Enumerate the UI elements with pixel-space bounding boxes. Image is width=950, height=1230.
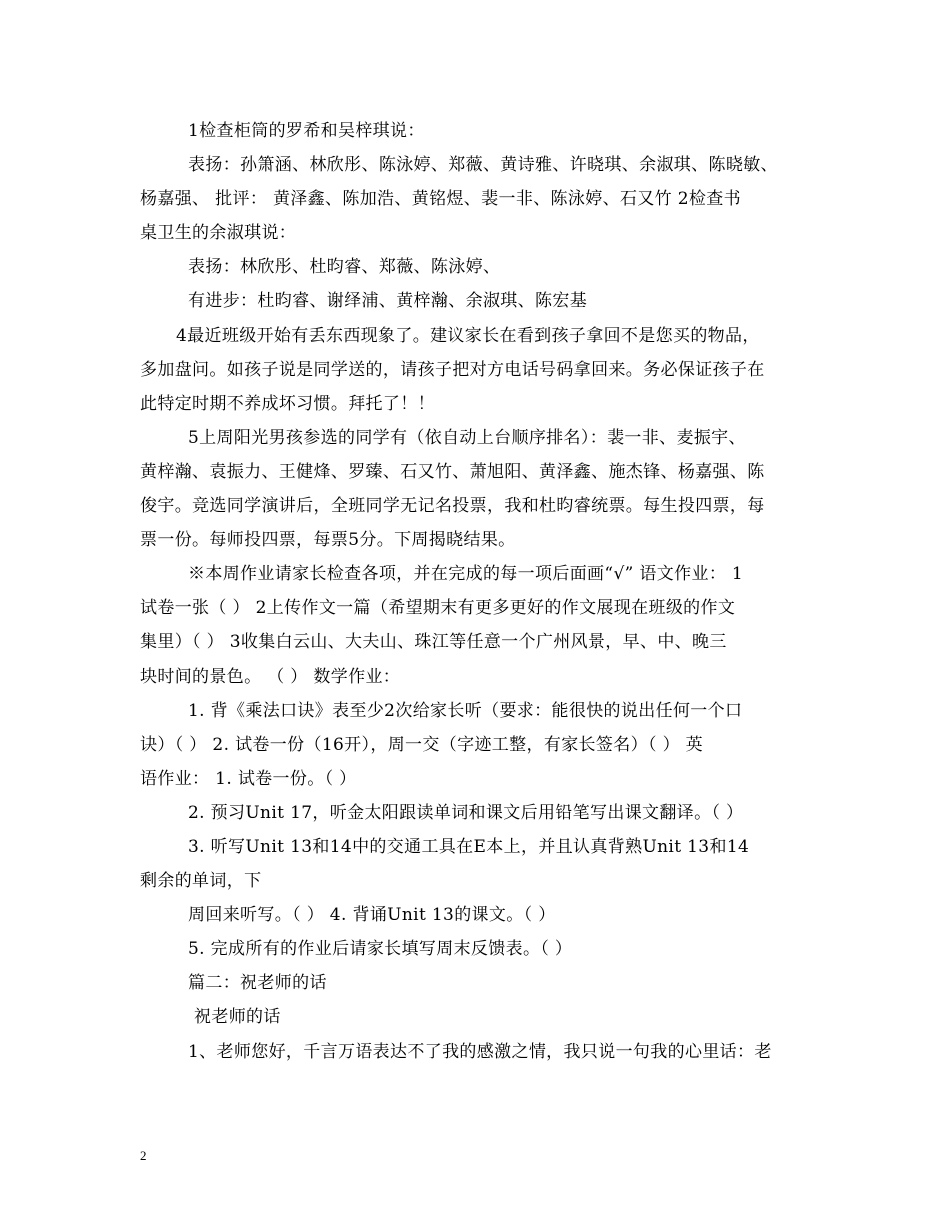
page-number: 2 [140,1148,147,1163]
document-body [140,114,820,1069]
text-line: 集里）（ ） 3收集白云山、大夫山、珠江等任意一个广州风景，早、中、晚三 [140,632,727,653]
text-line: 剩余的单词，下 [140,871,262,892]
text-line: 表扬：林欣彤、杜昀睿、郑薇、陈泳婷、 [188,257,501,278]
text-line: ※本周作业请家长检查各项，并在完成的每一项后面画“√” 语文作业： 1 [188,564,744,585]
text-line: 黄梓瀚、袁振力、王健烽、罗臻、石又竹、萧旭阳、黄泽鑫、施杰锋、杨嘉强、陈 [140,461,765,482]
text-line: 俊宇。竞选同学演讲后，全班同学无记名投票，我和杜昀睿统票。每生投四票，每 [140,496,765,517]
text-line: 块时间的景色。 （ ） 数学作业： [140,666,401,687]
text-line: 5. 完成所有的作业后请家长填写周末反馈表。（ ） [188,939,573,960]
text-line: 试卷一张（ ） 2上传作文一篇（希望期末有更多更好的作文展现在班级的作文 [140,598,736,619]
text-line: 多加盘问。如孩子说是同学送的，请孩子把对方电话号码拿回来。务必保证孩子在 [140,359,765,380]
text-line: 篇二：祝老师的话 [188,973,327,994]
text-line: 祝老师的话 [194,1007,281,1028]
text-line: 杨嘉强、 批评： 黄泽鑫、陈加浩、黄铭煜、裴一非、陈泳婷、石又竹 2检查书 [140,189,741,210]
text-line: 1. 背《乘法口诀》表至少2次给家长听（要求：能很快的说出任何一个口 [188,700,743,721]
text-line: 语作业： 1. 试卷一份。（ ） [140,768,357,789]
text-line: 5上周阳光男孩参选的同学有（依自动上台顺序排名）：裴一非、麦振宇、 [188,427,746,448]
text-line: 此特定时期不养成坏习惯。拜托了！！ [140,393,435,414]
text-line: 表扬：孙箫涵、林欣彤、陈泳婷、郑薇、黄诗雅、许晓琪、余淑琪、陈晓敏、 [188,155,778,176]
text-line: 4最近班级开始有丢东西现象了。建议家长在看到孩子拿回不是您买的物品， [176,325,760,346]
text-line: 有进步：杜昀睿、谢绎浦、黄梓瀚、余淑琪、陈宏基 [188,291,588,312]
text-line: 1、老师您好，千言万语表达不了我的感激之情，我只说一句我的心里话：老 [188,1041,772,1062]
text-line: 周回来听写。（ ） 4. 背诵Unit 13的课文。（ ） [188,905,556,926]
text-line: 1检查柜筒的罗希和吴梓琪说： [188,121,425,141]
text-line: 票一份。每师投四票，每票5分。下周揭晓结果。 [140,530,516,551]
text-line: 桌卫生的余淑琪说： [140,223,297,244]
text-line: 3. 听写Unit 13和14中的交通工具在E本上，并且认真背熟Unit 13和14 [188,836,750,857]
text-line: 诀）（ ） 2. 试卷一份（16开），周一交（字迹工整，有家长签名）（ ） 英 [140,734,704,755]
text-line: 2. 预习Unit 17，听金太阳跟读单词和课文后用铅笔写出课文翻译。（ ） [188,802,744,823]
